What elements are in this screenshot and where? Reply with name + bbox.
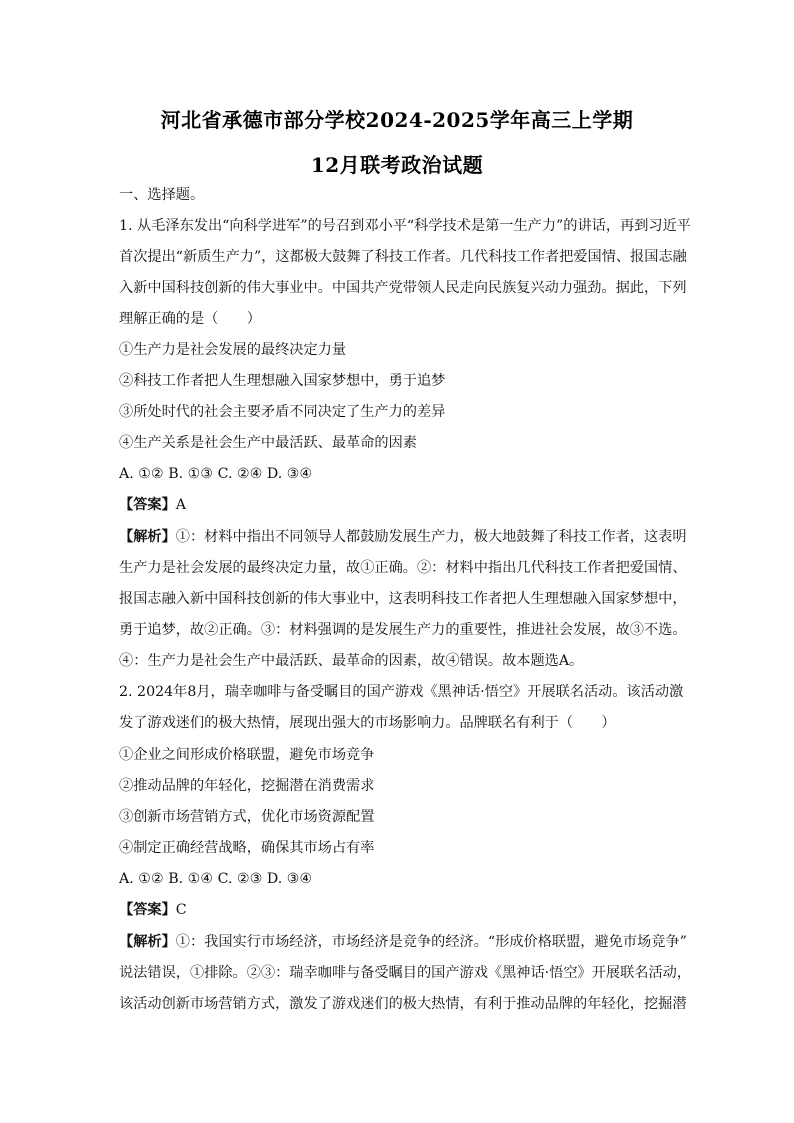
- q1-options: A. ①② B. ①③ C. ②④ D. ③④: [119, 466, 313, 482]
- q1-item: ③所处时代的社会主要矛盾不同决定了生产力的差异: [119, 404, 446, 420]
- q2-stem-line: 2. 2024年8月，瑞幸咖啡与备受瞩目的国产游戏《黑神话·悟空》开展联名活动。该活动激: [119, 684, 684, 700]
- q2-item: ③创新市场营销方式，优化市场资源配置: [119, 809, 375, 825]
- q1-item: ①生产力是社会发展的最终决定力量: [119, 342, 347, 358]
- answer-label: 【答案】: [119, 497, 176, 513]
- answer-value: C: [175, 902, 187, 918]
- q2-analysis-line: [119, 932, 687, 952]
- document-title-line2: 12月联考政治试题: [310, 153, 484, 177]
- q1-analysis-line: [119, 527, 687, 547]
- q2-analysis-line: 该活动创新市场营销方式，激发了游戏迷们的极大热情，有利于推动品牌的年轻化，挖掘潜: [119, 996, 687, 1012]
- q1-item: ④生产关系是社会生产中最活跃、最革命的因素: [119, 435, 417, 451]
- document-title-line1: 河北省承德市部分学校2024-2025学年高三上学期: [160, 108, 634, 132]
- analysis-label: 【解析】: [119, 934, 176, 950]
- q2-options: A. ①② B. ①④ C. ②③ D. ③④: [119, 871, 313, 887]
- analysis-label: 【解析】: [119, 529, 176, 545]
- section-heading: 一、选择题。: [119, 187, 205, 203]
- q2-item: ④制定正确经营战略，确保其市场占有率: [119, 840, 375, 856]
- analysis-text: ①：我国实行市场经济，市场经济是竞争的经济。“形成价格联盟，避免市场竞争”: [175, 934, 687, 950]
- q1-stem-line: 1. 从毛泽东发出“向科学进军”的号召到邓小平“科学技术是第一生产力”的讲话，再到习近平: [119, 218, 691, 234]
- q1-stem-line: 入新中国科技创新的伟大事业中。中国共产党带领人民走向民族复兴动力强劲。据此，下列: [119, 280, 687, 296]
- q2-item: ②推动品牌的年轻化，挖掘潜在消费需求: [119, 778, 375, 794]
- q2-analysis-line: 说法错误，①排除。②③：瑞幸咖啡与备受瞩目的国产游戏《黑神话·悟空》开展联名活动，: [119, 965, 692, 981]
- q1-item: ②科技工作者把人生理想融入国家梦想中，勇于追梦: [119, 373, 446, 389]
- q1-analysis-line: 生产力是社会发展的最终决定力量，故①正确。②：材料中指出几代科技工作者把爱国情、: [119, 560, 687, 576]
- q1-analysis-line: 报国志融入新中国科技创新的伟大事业中，这表明科技工作者把人生理想融入国家梦想中，: [119, 591, 687, 607]
- q2-stem-line: 发了游戏迷们的极大热情，展现出强大的市场影响力。品牌联名有利于（ ）: [119, 715, 616, 731]
- q2-item: ①企业之间形成价格联盟，避免市场竞争: [119, 747, 375, 763]
- answer-label: 【答案】: [119, 902, 176, 918]
- q1-analysis-line: 勇于追梦，故②正确。③：材料强调的是发展生产力的重要性，推进社会发展，故③不选。: [119, 622, 687, 638]
- answer-value: A: [175, 497, 187, 513]
- q1-stem-line: 理解正确的是（ ）: [119, 311, 261, 327]
- q2-answer: [119, 900, 187, 920]
- q1-answer: [119, 495, 186, 515]
- q1-analysis-line: ④：生产力是社会生产中最活跃、最革命的因素，故④错误。故本题选A。: [119, 653, 584, 669]
- q1-stem-line: 首次提出“新质生产力”，这都极大鼓舞了科技工作者。几代科技工作者把爱国情、报国志融: [119, 249, 687, 265]
- analysis-text: ①：材料中指出不同领导人都鼓励发展生产力，极大地鼓舞了科技工作者，这表明: [175, 529, 687, 545]
